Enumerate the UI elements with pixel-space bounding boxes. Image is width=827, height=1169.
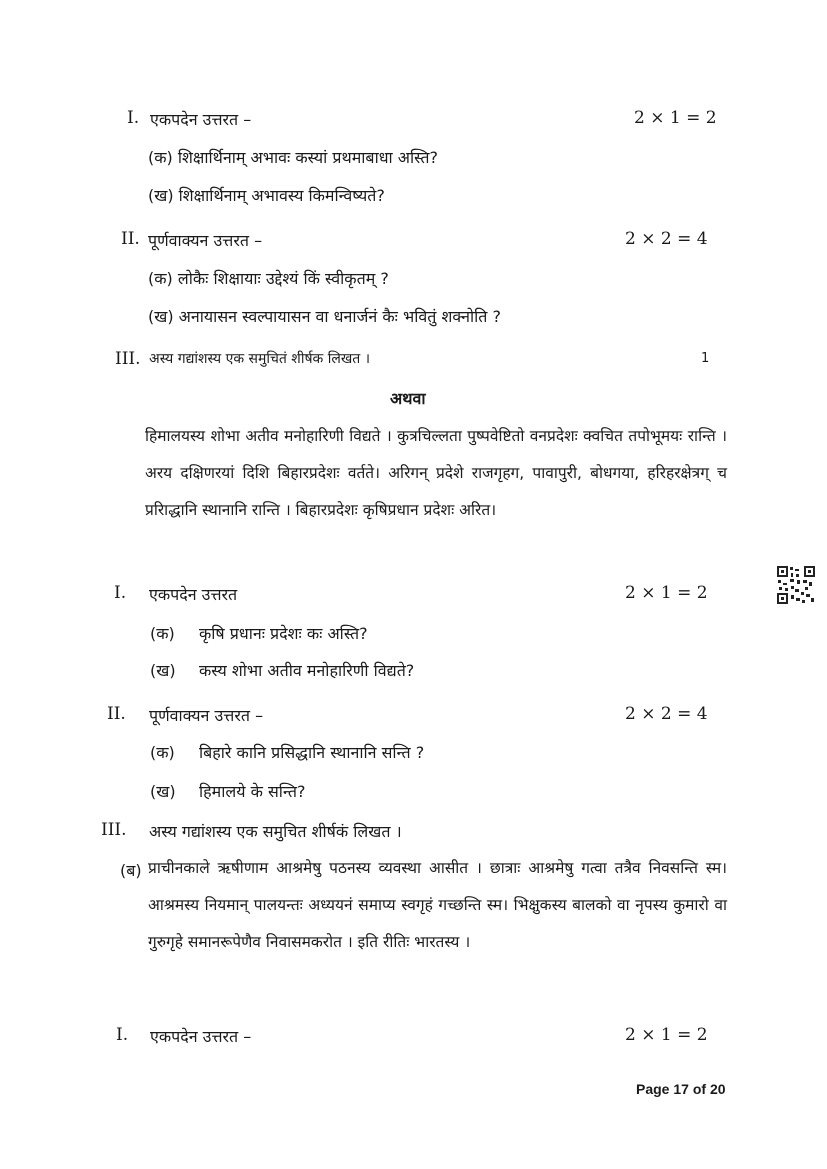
athava-heading: अथवा (390, 389, 426, 408)
passage-one: हिमालयस्य शोभा अतीव मनोहारिणी विद्यते । कुत्रचिल्लता पुष्पवेष्टितो वनप्रदेशः क्वचित तपोभूमयः रान्ति । अरय दक्षिणरयां दिशि बिहारप्रदेशः वर्तते। अरिगन् प्रदेशे राजगृहग, पावापुरी, बोधगया, हरिहरक्षेत्रग् च प्ररािद्धानि स्थानानि रान्ति । बिहारप्रदेशः कृषिप्रधान प्रदेशः अरित। (145, 427, 727, 519)
q3-instruction: अस्य गद्यांशस्य एक समुचितं शीर्षक लिखत । (149, 351, 371, 367)
set2-q3-number: III. (101, 820, 127, 840)
set2-q1-b-key: (ख) (150, 661, 176, 680)
q1-sub-a: (क) शिक्षार्थिनाम् अभावः कस्यां प्रथमाबाधा अस्ति? (148, 148, 438, 167)
q2-sub-a: (क) लोकैः शिक्षायाः उद्देश्यं किं स्वीकृतम् ? (148, 269, 389, 288)
q2-sub-b: (ख) अनायासन स्वल्पायासन वा धनार्जनं कैः भवितुं शक्नोति ? (148, 307, 501, 326)
set2-q2-b: हिमालये के सन्ति? (199, 782, 306, 801)
q2-marks: 2 × 2 = 4 (625, 229, 708, 249)
set2-q1-marks: 2 × 1 = 2 (625, 583, 708, 603)
q2-number: II. (121, 229, 140, 249)
q1-instruction: एकपदेन उत्तरत – (150, 110, 252, 129)
passage-two: प्राचीनकाले ऋषीणाम आश्रमेषु पठनस्य व्यवस्था आसीत । छात्राः आश्रमेषु गत्वा तत्रैव निवसन्ति स्म। आश्रमस्य नियमान् पालयन्तः अध्ययनं समाप्य स्वगृहं गच्छन्ति स्म। भिक्षुकस्य बालको वा नृपस्य कुमारो वा गुरुगृहे समानरूपेणैव निवासमकरोत । इति रीतिः भारतस्य । (148, 859, 727, 951)
page-of: of (692, 1081, 707, 1097)
q2-instruction: पूर्णवाक्यन उत्तरत – (148, 231, 263, 250)
q1-number: I. (127, 108, 140, 128)
q1-sub-b: (ख) शिक्षार्थिनाम् अभावस्य किमन्विष्यते? (148, 186, 385, 205)
qr-code-icon (776, 565, 816, 605)
set2-q3-instruction: अस्य गद्यांशस्य एक समुचित शीर्षकं लिखत । (149, 822, 402, 841)
set2-q2-b-key: (ख) (150, 782, 176, 801)
set2-q1-a: कृषि प्रधानः प्रदेशः कः अस्ति? (199, 624, 368, 643)
q1-marks: 2 × 1 = 2 (634, 108, 717, 128)
set3-q1-marks: 2 × 1 = 2 (625, 1025, 708, 1045)
set2-q1-a-key: (क) (150, 624, 175, 643)
set2-q1-instruction: एकपदेन उत्तरत (149, 585, 238, 604)
page-number (636, 1081, 726, 1097)
page-label: Page (636, 1081, 670, 1097)
set2-q2-a: बिहारे कानि प्रसिद्धानि स्थानानि सन्ति ? (199, 743, 425, 762)
page-current: 17 (673, 1081, 689, 1097)
set2-q2-marks: 2 × 2 = 4 (625, 704, 708, 724)
passage-two-key: (ब) (120, 861, 142, 880)
q3-number: III. (115, 349, 141, 369)
set2-q2-number: II. (107, 704, 126, 724)
set2-q2-a-key: (क) (150, 743, 175, 762)
set2-q1-number: I. (114, 583, 127, 603)
set2-q1-b: कस्य शोभा अतीव मनोहारिणी विद्यते? (199, 661, 415, 680)
q3-marks: 1 (701, 351, 710, 366)
set3-q1-instruction: एकपदेन उत्तरत – (150, 1027, 252, 1046)
set2-q2-instruction: पूर्णवाक्यन उत्तरत – (149, 706, 264, 725)
page-total: 20 (709, 1081, 726, 1097)
set3-q1-number: I. (116, 1025, 129, 1045)
